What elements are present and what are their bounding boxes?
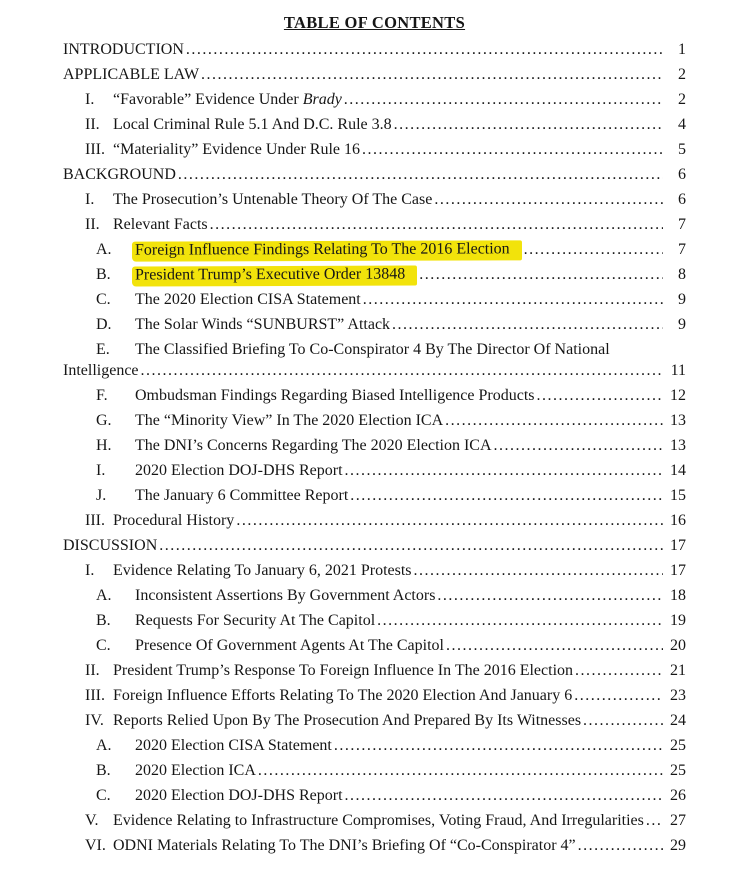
leader-dots [345,462,663,480]
leader-dots [362,141,663,159]
toc-entry [63,837,686,862]
page-number: 25 [670,762,686,779]
toc-entry-label: A. [96,737,112,754]
toc-entry-label: C. [96,637,111,654]
toc-entry-label: IV. [85,712,104,729]
toc-entry [63,216,686,241]
toc-entry [63,91,686,116]
toc-entry-text: “Materiality” Evidence Under Rule 16 [113,141,361,158]
toc-entry [63,266,686,291]
toc-entry-label: B. [96,266,111,283]
page-number: 26 [670,787,686,804]
page-number: 29 [670,837,686,854]
page-number: 19 [670,612,686,629]
leader-dots [201,66,663,84]
page-number: 2 [678,66,686,83]
leader-dots [646,812,663,830]
toc-list [63,41,686,862]
leader-dots [186,41,663,59]
leader-dots [210,216,663,234]
toc-entry-label: A. [96,241,112,258]
toc-entry-label: I. [85,562,95,579]
toc-entry-label: II. [85,216,100,233]
page-number: 6 [678,166,686,183]
page-number: 23 [670,687,686,704]
toc-entry-text: 2020 Election DOJ-DHS Report [135,462,343,479]
leader-dots [350,487,663,505]
toc-entry-label: C. [96,787,111,804]
toc-entry [63,437,686,462]
leader-dots [446,637,663,655]
toc-entry-text: The “Minority View” In The 2020 Election ICA [135,412,444,429]
toc-entry-text-highlighted: Foreign Influence Findings Relating To The 2016 Election [132,240,522,261]
toc-entry [63,387,686,412]
toc-entry-label: B. [96,612,111,629]
leader-dots [345,787,663,805]
leader-dots [334,737,663,755]
toc-entry-continuation [63,362,686,387]
page-number: 15 [670,487,686,504]
toc-entry-text: “Favorable” Evidence Under Brady [113,91,342,108]
leader-dots [394,116,663,134]
toc-entry [63,562,686,587]
toc-entry [63,341,686,362]
toc-entry [63,166,686,191]
toc-entry [63,612,686,637]
toc-entry-label: II. [85,116,100,133]
toc-entry [63,316,686,341]
toc-entry-label: J. [96,487,107,504]
toc-entry-text: INTRODUCTION [63,41,184,58]
page-number: 1 [678,41,686,58]
toc-entry-text: Intelligence [63,362,139,379]
toc-entry-label: I. [85,191,95,208]
leader-dots [258,762,663,780]
toc-entry-label: E. [96,341,110,358]
leader-dots [524,241,663,259]
page-number: 5 [678,141,686,158]
leader-dots [574,687,663,705]
toc-entry [63,737,686,762]
leader-dots [578,837,663,855]
toc-entry-label: I. [96,462,106,479]
leader-dots [583,712,663,730]
page-number: 9 [678,291,686,308]
toc-entry-text: President Trump’s Response To Foreign Influence In The 2016 Election [113,662,574,679]
toc-entry [63,241,686,266]
toc-entry-text: The January 6 Committee Report [135,487,349,504]
page-number: 7 [678,216,686,233]
leader-dots [445,412,663,430]
toc-entry-label: A. [96,587,112,604]
toc-entry [63,41,686,66]
toc-entry-text: The Classified Briefing To Co-Conspirator 4 By The Director Of National [135,341,610,358]
toc-entry-text: The Solar Winds “SUNBURST” Attack [135,316,391,333]
toc-entry [63,637,686,662]
toc-entry-text: Foreign Influence Efforts Relating To The 2020 Election And January 6 [113,687,573,704]
leader-dots [437,587,663,605]
page-number: 11 [670,362,686,379]
toc-entry [63,712,686,737]
leader-dots [419,266,663,284]
toc-entry-text: Presence Of Government Agents At The Capitol [135,637,444,654]
toc-entry-text: BACKGROUND [63,166,176,183]
toc-entry-label: V. [85,812,99,829]
page-number: 6 [678,191,686,208]
toc-entry [63,66,686,91]
toc-entry-label: C. [96,291,111,308]
toc-entry [63,512,686,537]
page-number: 16 [670,512,686,529]
toc-entry [63,787,686,812]
toc-entry-text: The DNI’s Concerns Regarding The 2020 Election ICA [135,437,492,454]
toc-title: TABLE OF CONTENTS [283,13,466,32]
toc-entry-label: D. [96,316,112,333]
page-number: 9 [678,316,686,333]
toc-entry-label: B. [96,762,111,779]
leader-dots [178,166,663,184]
toc-entry [63,762,686,787]
page-number: 4 [678,116,686,133]
toc-entry-text: The Prosecution’s Untenable Theory Of The Case [113,191,433,208]
toc-entry-text: 2020 Election DOJ-DHS Report [135,787,343,804]
page-number: 17 [670,562,686,579]
toc-entry-label: III. [85,141,105,158]
toc-entry-label: I. [85,91,95,108]
page-number: 8 [678,266,686,283]
toc-entry-label: H. [96,437,112,454]
page-number: 2 [678,91,686,108]
toc-entry [63,462,686,487]
toc-entry [63,487,686,512]
leader-dots [414,562,663,580]
leader-dots [377,612,663,630]
toc-entry [63,191,686,216]
toc-entry-label: II. [85,662,100,679]
page-number: 25 [670,737,686,754]
page-number: 13 [670,412,686,429]
toc-entry-text: Relevant Facts [113,216,208,233]
toc-entry-text: Evidence Relating to Infrastructure Compromises, Voting Fraud, And Irregularities [113,812,644,829]
toc-entry [63,587,686,612]
page-number: 17 [670,537,686,554]
toc-entry-text: Procedural History [113,512,235,529]
leader-dots [494,437,663,455]
toc-entry [63,537,686,562]
toc-entry-text: 2020 Election ICA [135,762,256,779]
page-number: 13 [670,437,686,454]
toc-entry-label: VI. [85,837,106,854]
page-number: 20 [670,637,686,654]
leader-dots [575,662,663,680]
toc-entry-text-highlighted: President Trump’s Executive Order 13848 [132,266,417,287]
toc-entry-text: Inconsistent Assertions By Government Actors [135,587,436,604]
toc-entry-label: G. [96,412,112,429]
toc-entry-label: III. [85,687,105,704]
toc-entry [63,116,686,141]
page-number: 21 [670,662,686,679]
toc-entry-text: ODNI Materials Relating To The DNI’s Briefing Of “Co-Conspirator 4” [113,837,576,854]
toc-entry-text: APPLICABLE LAW [63,66,200,83]
toc-entry-text: Local Criminal Rule 5.1 And D.C. Rule 3.8 [113,116,392,133]
toc-entry-text: Reports Relied Upon By The Prosecution And Prepared By Its Witnesses [113,712,582,729]
page-number: 18 [670,587,686,604]
page-number: 14 [670,462,686,479]
toc-entry-text: 2020 Election CISA Statement [135,737,332,754]
leader-dots [537,387,664,405]
page-number: 24 [670,712,686,729]
toc-entry [63,291,686,316]
leader-dots [434,191,663,209]
toc-entry-text-italic: Brady [302,91,342,108]
toc-entry-text: The 2020 Election CISA Statement [135,291,361,308]
toc-entry [63,812,686,837]
leader-dots [392,316,663,334]
page-number: 12 [670,387,686,404]
toc-entry-label: III. [85,512,105,529]
page-number: 7 [678,241,686,258]
toc-entry-label: F. [96,387,108,404]
toc-entry-text: Ombudsman Findings Regarding Biased Intelligence Products [135,387,535,404]
leader-dots [159,537,663,555]
toc-entry-text: Evidence Relating To January 6, 2021 Protests [113,562,412,579]
leader-dots [363,291,663,309]
toc-entry [63,662,686,687]
leader-dots [344,91,663,109]
leader-dots [236,512,663,530]
toc-entry [63,141,686,166]
toc-entry-text: DISCUSSION [63,537,158,554]
toc-entry-text: Requests For Security At The Capitol [135,612,376,629]
page-number: 27 [670,812,686,829]
leader-dots [141,362,663,380]
toc-entry [63,687,686,712]
toc-entry [63,412,686,437]
